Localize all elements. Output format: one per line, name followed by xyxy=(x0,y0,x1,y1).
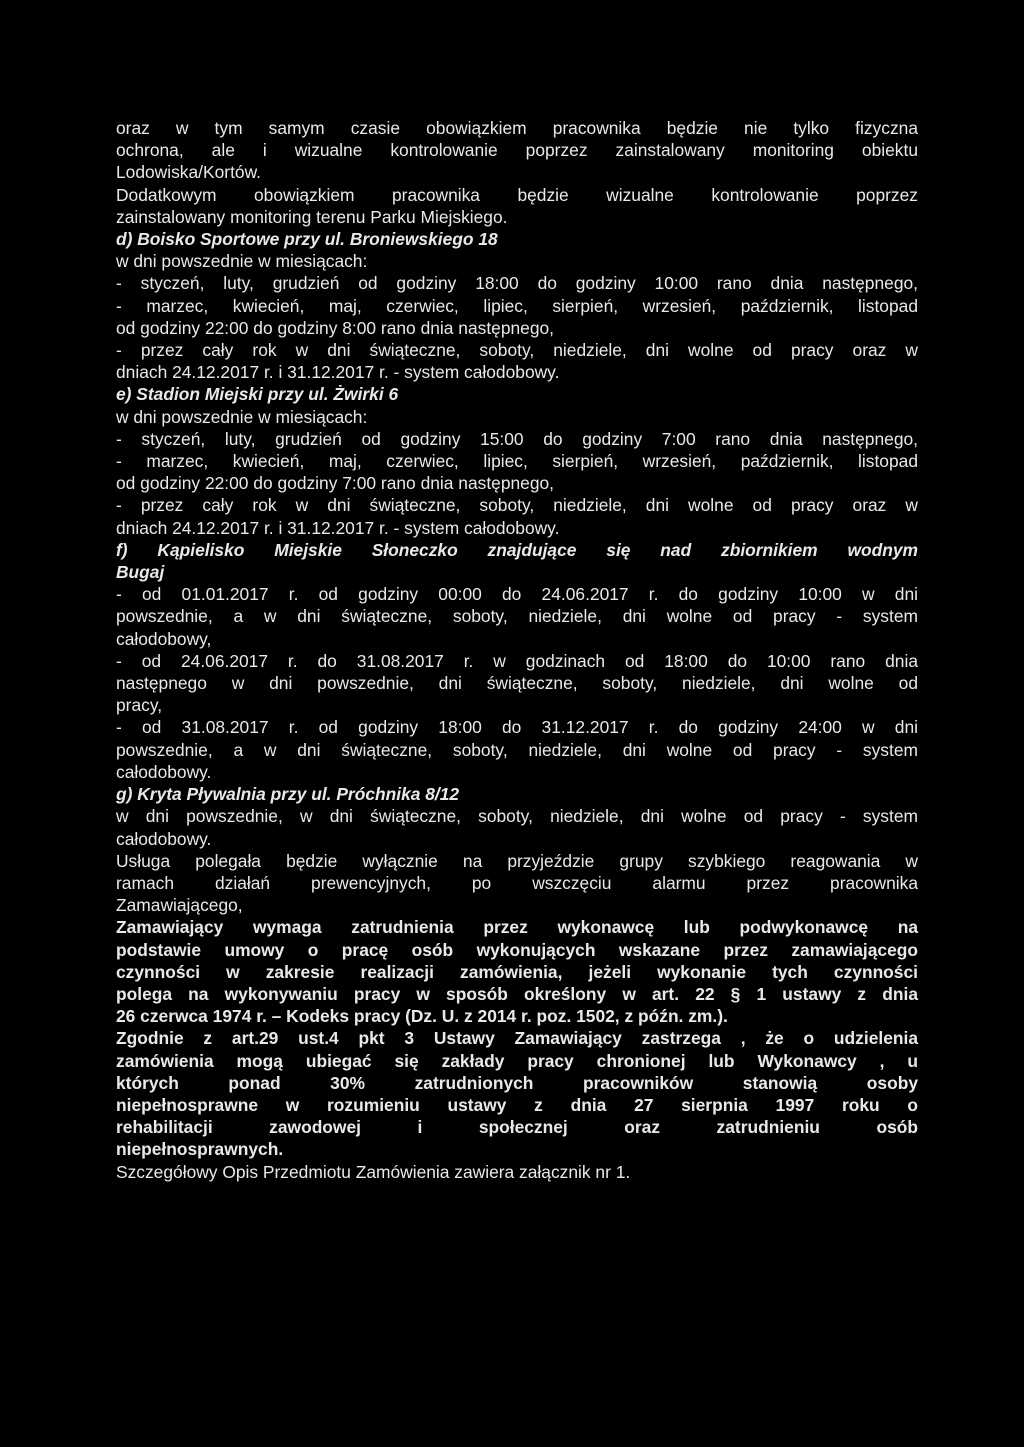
text-line: całodobowy. xyxy=(116,828,212,849)
text-line: Dodatkowym obowiązkiem pracownika będzie wizualne kontrolowanie poprzez xyxy=(116,184,918,205)
section-g xyxy=(116,783,918,850)
service-paragraph xyxy=(116,850,918,917)
text-line: 26 czerwca 1974 r. – Kodeks pracy (Dz. U. z 2014 r. poz. 1502, z późn. zm.). xyxy=(116,1006,728,1027)
text-line: oraz w tym samym czasie obowiązkiem pracownika będzie nie tylko fizyczna xyxy=(116,118,918,138)
section-f-heading-cont: Bugaj xyxy=(116,562,165,583)
section-d xyxy=(116,228,918,383)
text-line: powszednie, a w dni świąteczne, soboty, niedziele, dni wolne od pracy - system xyxy=(116,739,918,760)
text-line: ramach działań prewencyjnych, po wszczęciu alarmu przez pracownika xyxy=(116,872,918,893)
text-line: - marzec, kwiecień, maj, czerwiec, lipiec, sierpień, wrzesień, październik, listopad xyxy=(116,295,918,316)
text-line: Zamawiającego, xyxy=(116,895,243,916)
text-line: - marzec, kwiecień, maj, czerwiec, lipiec, sierpień, wrzesień, październik, listopad xyxy=(116,451,918,472)
text-line: polega na wykonywaniu pracy w sposób określony w art. 22 § 1 ustawy z dnia xyxy=(116,983,918,1004)
reservation-paragraph xyxy=(116,1027,918,1160)
text-line: zamówienia mogą ubiegać się zakłady pracy chronionej lub Wykonawcy , u xyxy=(116,1050,918,1071)
text-line: zainstalowany monitoring terenu Parku Miejskiego. xyxy=(116,206,508,227)
text-line: od godziny 22:00 do godziny 7:00 rano dnia następnego, xyxy=(116,473,555,494)
text-line: podstawie umowy o pracę osób wykonujących wskazane przez zamawiającego xyxy=(116,939,918,960)
text-line: ochrona, ale i wizualne kontrolowanie poprzez zainstalowany monitoring obiektu xyxy=(116,140,918,161)
text-line: Zgodnie z art.29 ust.4 pkt 3 Ustawy Zamawiający zastrzega , że o udzielenia xyxy=(116,1028,918,1049)
section-e-heading: e) Stadion Miejski przy ul. Żwirki 6 xyxy=(116,384,399,405)
intro-paragraph xyxy=(116,117,918,228)
text-line: w dni powszednie, w dni świąteczne, soboty, niedziele, dni wolne od pracy - system xyxy=(116,806,918,827)
text-line: powszednie, a w dni świąteczne, soboty, niedziele, dni wolne od pracy - system xyxy=(116,606,918,627)
text-line: - przez cały rok w dni świąteczne, soboty, niedziele, dni wolne od pracy oraz w xyxy=(116,340,918,361)
text-line: pracy, xyxy=(116,695,163,716)
text-line: niepełnosprawnych. xyxy=(116,1139,284,1160)
section-d-heading: d) Boisko Sportowe przy ul. Broniewskiego 18 xyxy=(116,229,498,250)
text-line: Zamawiający wymaga zatrudnienia przez wykonawcę lub podwykonawcę na xyxy=(116,917,918,938)
text-line: - od 01.01.2017 r. od godziny 00:00 do 24.06.2017 r. do godziny 10:00 w dni xyxy=(116,584,918,605)
text-line: od godziny 22:00 do godziny 8:00 rano dnia następnego, xyxy=(116,317,555,338)
text-line: Usługa polegała będzie wyłącznie na przyjeździe grupy szybkiego reagowania w xyxy=(116,850,918,871)
document-page xyxy=(116,117,918,1183)
section-e xyxy=(116,383,918,538)
text-line: - przez cały rok w dni świąteczne, soboty, niedziele, dni wolne od pracy oraz w xyxy=(116,495,918,516)
section-g-heading: g) Kryta Pływalnia przy ul. Próchnika 8/12 xyxy=(116,784,460,805)
text-line: całodobowy. xyxy=(116,761,212,782)
text-line: - od 31.08.2017 r. od godziny 18:00 do 31.12.2017 r. do godziny 24:00 w dni xyxy=(116,717,918,738)
text-line: - styczeń, luty, grudzień od godziny 15:00 do godziny 7:00 rano dnia następnego, xyxy=(116,428,918,449)
text-line: w dni powszednie w miesiącach: xyxy=(116,251,368,272)
text-line: następnego w dni powszednie, dni świąteczne, soboty, niedziele, dni wolne od xyxy=(116,673,918,694)
section-f-heading: f) Kąpielisko Miejskie Słoneczko znajdujące się nad zbiornikiem wodnym xyxy=(116,539,918,560)
text-line: Szczegółowy Opis Przedmiotu Zamówienia zawiera załącznik nr 1. xyxy=(116,1161,631,1182)
text-line: - od 24.06.2017 r. do 31.08.2017 r. w godzinach od 18:00 do 10:00 rano dnia xyxy=(116,650,918,671)
text-line: Lodowiska/Kortów. xyxy=(116,162,262,183)
text-line: - styczeń, luty, grudzień od godziny 18:00 do godziny 10:00 rano dnia następnego, xyxy=(116,273,918,294)
employment-requirement xyxy=(116,916,918,1027)
text-line: całodobowy, xyxy=(116,628,212,649)
text-line: w dni powszednie w miesiącach: xyxy=(116,406,368,427)
text-line: dniach 24.12.2017 r. i 31.12.2017 r. - system całodobowy. xyxy=(116,517,560,538)
text-line: których ponad 30% zatrudnionych pracowników stanowią osoby xyxy=(116,1072,918,1093)
section-f xyxy=(116,539,918,783)
text-line: dniach 24.12.2017 r. i 31.12.2017 r. - system całodobowy. xyxy=(116,362,560,383)
text-line: czynności w zakresie realizacji zamówienia, jeżeli wykonanie tych czynności xyxy=(116,961,918,982)
closing-line xyxy=(116,1161,918,1183)
text-line: niepełnosprawne w rozumieniu ustawy z dnia 27 sierpnia 1997 roku o xyxy=(116,1094,918,1115)
text-line: rehabilitacji zawodowej i społecznej oraz zatrudnieniu osób xyxy=(116,1117,918,1138)
